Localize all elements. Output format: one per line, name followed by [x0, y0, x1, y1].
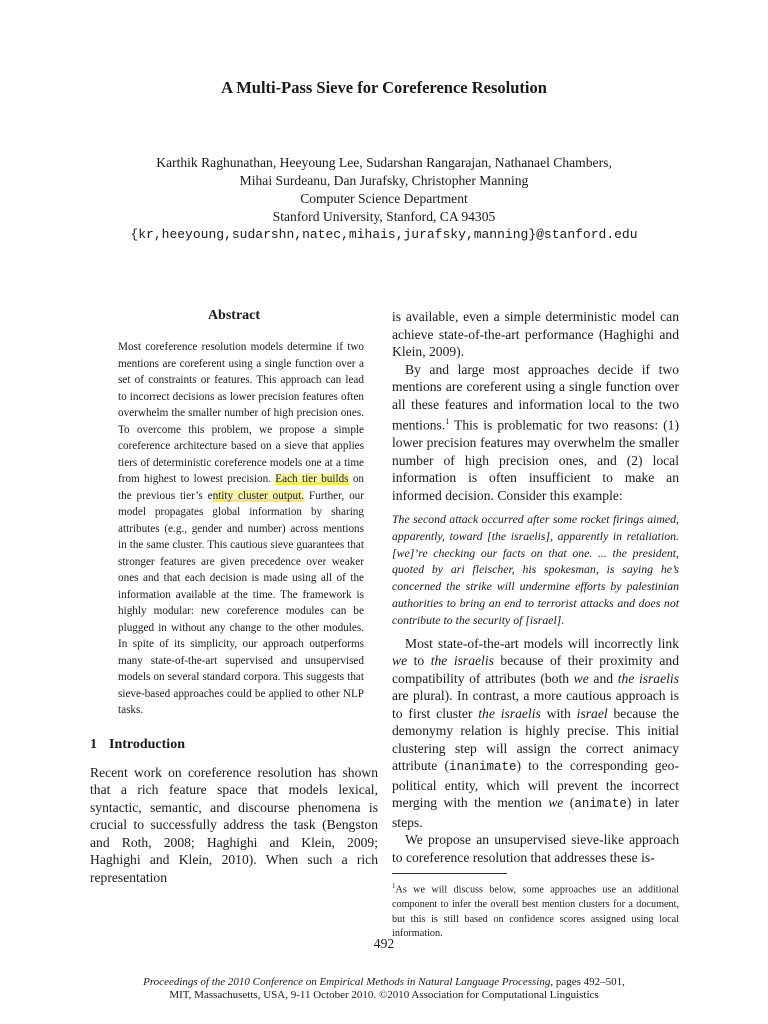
footer-pages: , pages 492–501,	[550, 976, 625, 988]
page-number: 492	[373, 936, 395, 951]
attr-animate: animate	[574, 797, 627, 812]
abstract-heading: Abstract	[207, 308, 261, 323]
p3-s10: ) in later steps.	[392, 795, 679, 830]
right-paragraph-2	[392, 361, 679, 505]
page-footer	[0, 976, 768, 1002]
left-column	[90, 308, 378, 886]
right-paragraph-3	[392, 635, 679, 832]
paper-title: A Multi-Pass Sieve for Coreference Resolution	[221, 78, 547, 97]
p3-s8: ) to the corresponding geo-political entity, which will prevent the incorrect merging with the mention	[392, 758, 679, 811]
footer-line-2: MIT, Massachusetts, USA, 9-11 October 2010. ©2010 Association for Computational Linguistics	[169, 989, 599, 1001]
department: Computer Science Department	[300, 191, 468, 206]
abstract-part-2: on the previous tier’s e	[118, 473, 365, 502]
p3-s4: and	[588, 670, 618, 686]
footnote-rule	[392, 873, 507, 874]
p3-s3: because of their proximity and compatibility of attributes (both	[392, 653, 680, 686]
footer-proceedings: Proceedings of the 2010 Conference on Empirical Methods in Natural Language Processing	[143, 976, 551, 988]
p2-text-b: This is problematic for two reasons: (1) lower precision features may overwhelm the smaller number of high precision ones, and (2) local information is often insufficient to make an informed decision. Consider this example:	[392, 417, 679, 503]
right-paragraph-4: We propose an unsupervised sieve-like approach to coreference resolution that addresses these is-	[392, 832, 679, 865]
abstract-text	[118, 339, 364, 719]
p2-text-a: By and large most approaches decide if two mentions are coreferent using a single function over all these features and information local to the two mentions.	[392, 361, 679, 433]
mention-the-israelis: the israelis	[430, 653, 494, 669]
attr-inanimate: inanimate	[449, 760, 517, 775]
footer-line-1	[0, 976, 768, 989]
abstract-part-3: Further, our model propagates global information by sharing attributes (e.g., gender and number) across mentions in the same cluster. This cautious sieve guarantees that stronger features are given precedence over weaker ones and that each decision is made using all of the information available at the time. The framework is highly modular: new coreference modules can be plugged in without any change to the other modules. In spite of its simplicity, our approach outperforms many state-of-the-art supervised and unsupervised models on several standard corpora. This suggests that sieve-based approaches could be applied to other NLP tasks.	[118, 489, 364, 716]
abstract-highlight-2: ntity cluster output.	[212, 489, 305, 502]
mention-we-3: we	[548, 795, 564, 811]
p3-s6: with	[540, 705, 577, 721]
right-paragraph-1: is available, even a simple deterministic model can achieve state-of-the-art performance (Haghighi and Klein, 2009).	[392, 309, 679, 359]
section-title: Introduction	[109, 736, 185, 752]
author-emails: {kr,heeyoung,sudarshn,natec,mihais,jurafsky,manning}@stanford.edu	[130, 227, 638, 242]
mention-the-israelis-2: the israelis	[617, 670, 679, 686]
footnote-ref: 1	[445, 417, 450, 426]
footnote-text: As we will discuss below, some approaches use an additional component to infer the overall best mention clusters for a document, but this is still based on confidence scores assigned using local information.	[392, 884, 679, 939]
abstract-highlight-1: Each tier builds	[275, 473, 349, 485]
mention-the-israelis-3: the israelis	[478, 705, 541, 721]
example-quote: The second attack occurred after some rocket firings aimed, apparently, toward [the israelis], apparently in retaliation. [we]’re checking our facts on that one. ... the president, quoted by ari fleischer, his spokesman, is saying he’s concerned the strike will undermine efforts by palestinian authorities to bring an end to terrorist attacks and does not contribute to the security of [israel].	[392, 512, 679, 627]
author-line-1: Karthik Raghunathan, Heeyoung Lee, Sudarshan Rangarajan, Nathanael Chambers,	[156, 155, 612, 170]
p3-s9: (	[563, 795, 575, 811]
p3-s1: Most state-of-the-art models will incorrectly link	[405, 635, 679, 651]
section-number: 1	[90, 736, 97, 752]
footnote	[392, 879, 679, 941]
p3-s2: to	[407, 653, 431, 669]
author-block	[0, 154, 768, 244]
intro-heading	[90, 737, 378, 753]
footnote-mark: 1	[392, 882, 396, 891]
p3-s7: because the demonymy relation is highly precise. This initial clustering step will assign the correct animacy attribute (	[392, 705, 679, 774]
right-column	[392, 308, 679, 942]
p3-s5: are plural). In contrast, a more cautious approach is to first cluster	[392, 688, 679, 721]
author-line-2: Mihai Surdeanu, Dan Jurafsky, Christopher Manning	[239, 173, 529, 188]
mention-we: we	[392, 653, 408, 669]
university: Stanford University, Stanford, CA 94305	[272, 209, 496, 224]
mention-israel: israel	[576, 705, 608, 721]
abstract-part-1: Most coreference resolution models determine if two mentions are coreferent using a single function over a set of constraints or features. This approach can lead to incorrect decisions as lower precision features often overwhelm the smaller number of high precision ones. To overcome this problem, we propose a simple coreference architecture based on a sieve that applies tiers of deterministic coreference models one at a time from highest to lowest precision.	[118, 341, 364, 485]
intro-paragraph: Recent work on coreference resolution has shown that a rich feature space that models lexical, syntactic, semantic, and discourse phenomena is crucial to successfully address the task (Bengston and Roth, 2008; Haghighi and Klein, 2009; Haghighi and Klein, 2010). When such a rich representation	[90, 764, 378, 885]
mention-we-2: we	[573, 670, 589, 686]
